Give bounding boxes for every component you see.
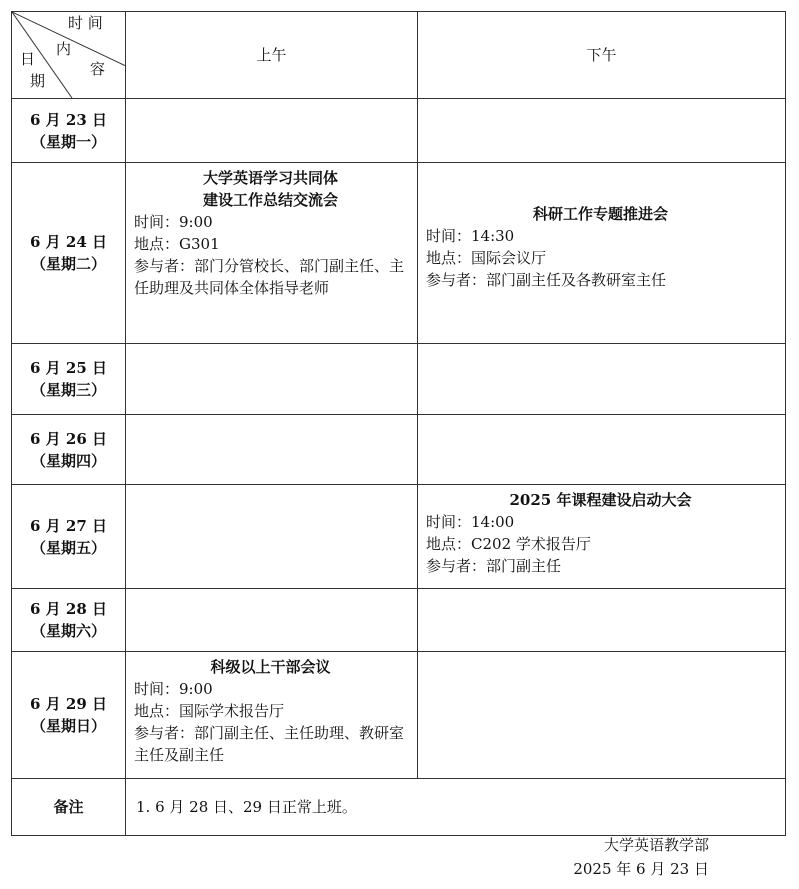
afternoon-event-cell <box>418 163 786 344</box>
event-title-line-2: 建设工作总结交流会 <box>202 191 338 209</box>
weekday-label: （星期三） <box>30 381 106 399</box>
corner-date-label-1: 日 <box>20 50 36 68</box>
event-place: 地点：国际学术报告厅 <box>134 702 285 720</box>
table-row <box>12 485 786 589</box>
afternoon-header: 下午 <box>418 12 786 99</box>
date-label: 6 月 26 日 <box>30 429 107 448</box>
morning-cell <box>126 415 418 485</box>
corner-content-label-2: 容 <box>90 60 106 78</box>
header-row <box>12 12 786 99</box>
event-title: 2025 年课程建设启动大会 <box>509 491 692 509</box>
afternoon-cell <box>418 652 786 779</box>
date-cell <box>12 99 126 163</box>
afternoon-event-cell <box>418 485 786 589</box>
corner-header-cell <box>12 12 126 99</box>
event-time: 时间：14:30 <box>426 227 515 245</box>
date-cell <box>12 163 126 344</box>
event-place: 地点：G301 <box>134 235 220 253</box>
weekday-label: （星期一） <box>30 132 106 151</box>
event-time: 时间：9:00 <box>134 680 213 698</box>
event-place: 地点：C202 学术报告厅 <box>426 535 591 553</box>
weekday-label: （星期五） <box>30 538 106 557</box>
event-place: 地点：国际会议厅 <box>426 249 547 267</box>
notes-label: 备注 <box>12 779 126 836</box>
morning-cell <box>126 99 418 163</box>
morning-event-cell <box>126 652 418 779</box>
date-label: 6 月 23 日 <box>30 110 107 129</box>
event-attendees: 参与者：部门分管校长、部门副主任、主任助理及共同体全体指导老师 <box>134 257 405 297</box>
table-row <box>12 99 786 163</box>
event-time: 时间：9:00 <box>134 213 213 231</box>
afternoon-cell <box>418 415 786 485</box>
event-time: 时间：14:00 <box>426 513 515 531</box>
event-attendees: 参与者：部门副主任 <box>426 557 562 575</box>
weekday-label: （星期日） <box>30 717 106 735</box>
table-row <box>12 415 786 485</box>
date-cell <box>12 344 126 415</box>
table-row <box>12 163 786 344</box>
morning-event-cell <box>126 163 418 344</box>
event-title: 科级以上干部会议 <box>210 658 331 676</box>
date-cell <box>12 485 126 589</box>
corner-content-label-1: 内 <box>56 40 72 58</box>
table-row <box>12 652 786 779</box>
date-cell <box>12 652 126 779</box>
notes-text: 1. 6 月 28 日、29 日正常上班。 <box>126 779 786 836</box>
weekday-label: （星期四） <box>30 451 106 470</box>
event-title-line-1: 大学英语学习共同体 <box>202 169 338 187</box>
schedule-table <box>11 11 786 836</box>
date-label: 6 月 28 日 <box>30 600 107 618</box>
afternoon-cell <box>418 99 786 163</box>
notes-row <box>12 779 786 836</box>
date-label: 6 月 27 日 <box>30 516 107 535</box>
event-title: 科研工作专题推进会 <box>532 205 668 223</box>
corner-date-label-2: 期 <box>30 72 46 90</box>
date-label: 6 月 24 日 <box>30 233 107 251</box>
event-attendees: 参与者：部门副主任及各教研室主任 <box>426 271 667 289</box>
date-cell <box>12 415 126 485</box>
afternoon-cell <box>418 589 786 652</box>
corner-time-label: 时 间 <box>68 14 103 32</box>
date-label: 6 月 25 日 <box>30 359 107 377</box>
table-row <box>12 344 786 415</box>
date-label: 6 月 29 日 <box>30 695 107 713</box>
morning-cell <box>126 485 418 589</box>
footer-department: 大学英语教学部 <box>603 836 709 854</box>
afternoon-cell <box>418 344 786 415</box>
weekday-label: （星期二） <box>30 255 106 273</box>
footer-date: 2025 年 6 月 23 日 <box>573 860 709 878</box>
weekday-label: （星期六） <box>30 622 106 640</box>
table-row <box>12 589 786 652</box>
date-cell <box>12 589 126 652</box>
morning-cell <box>126 344 418 415</box>
event-attendees: 参与者：部门副主任、主任助理、教研室主任及副主任 <box>134 724 405 764</box>
morning-header: 上午 <box>126 12 418 99</box>
morning-cell <box>126 589 418 652</box>
